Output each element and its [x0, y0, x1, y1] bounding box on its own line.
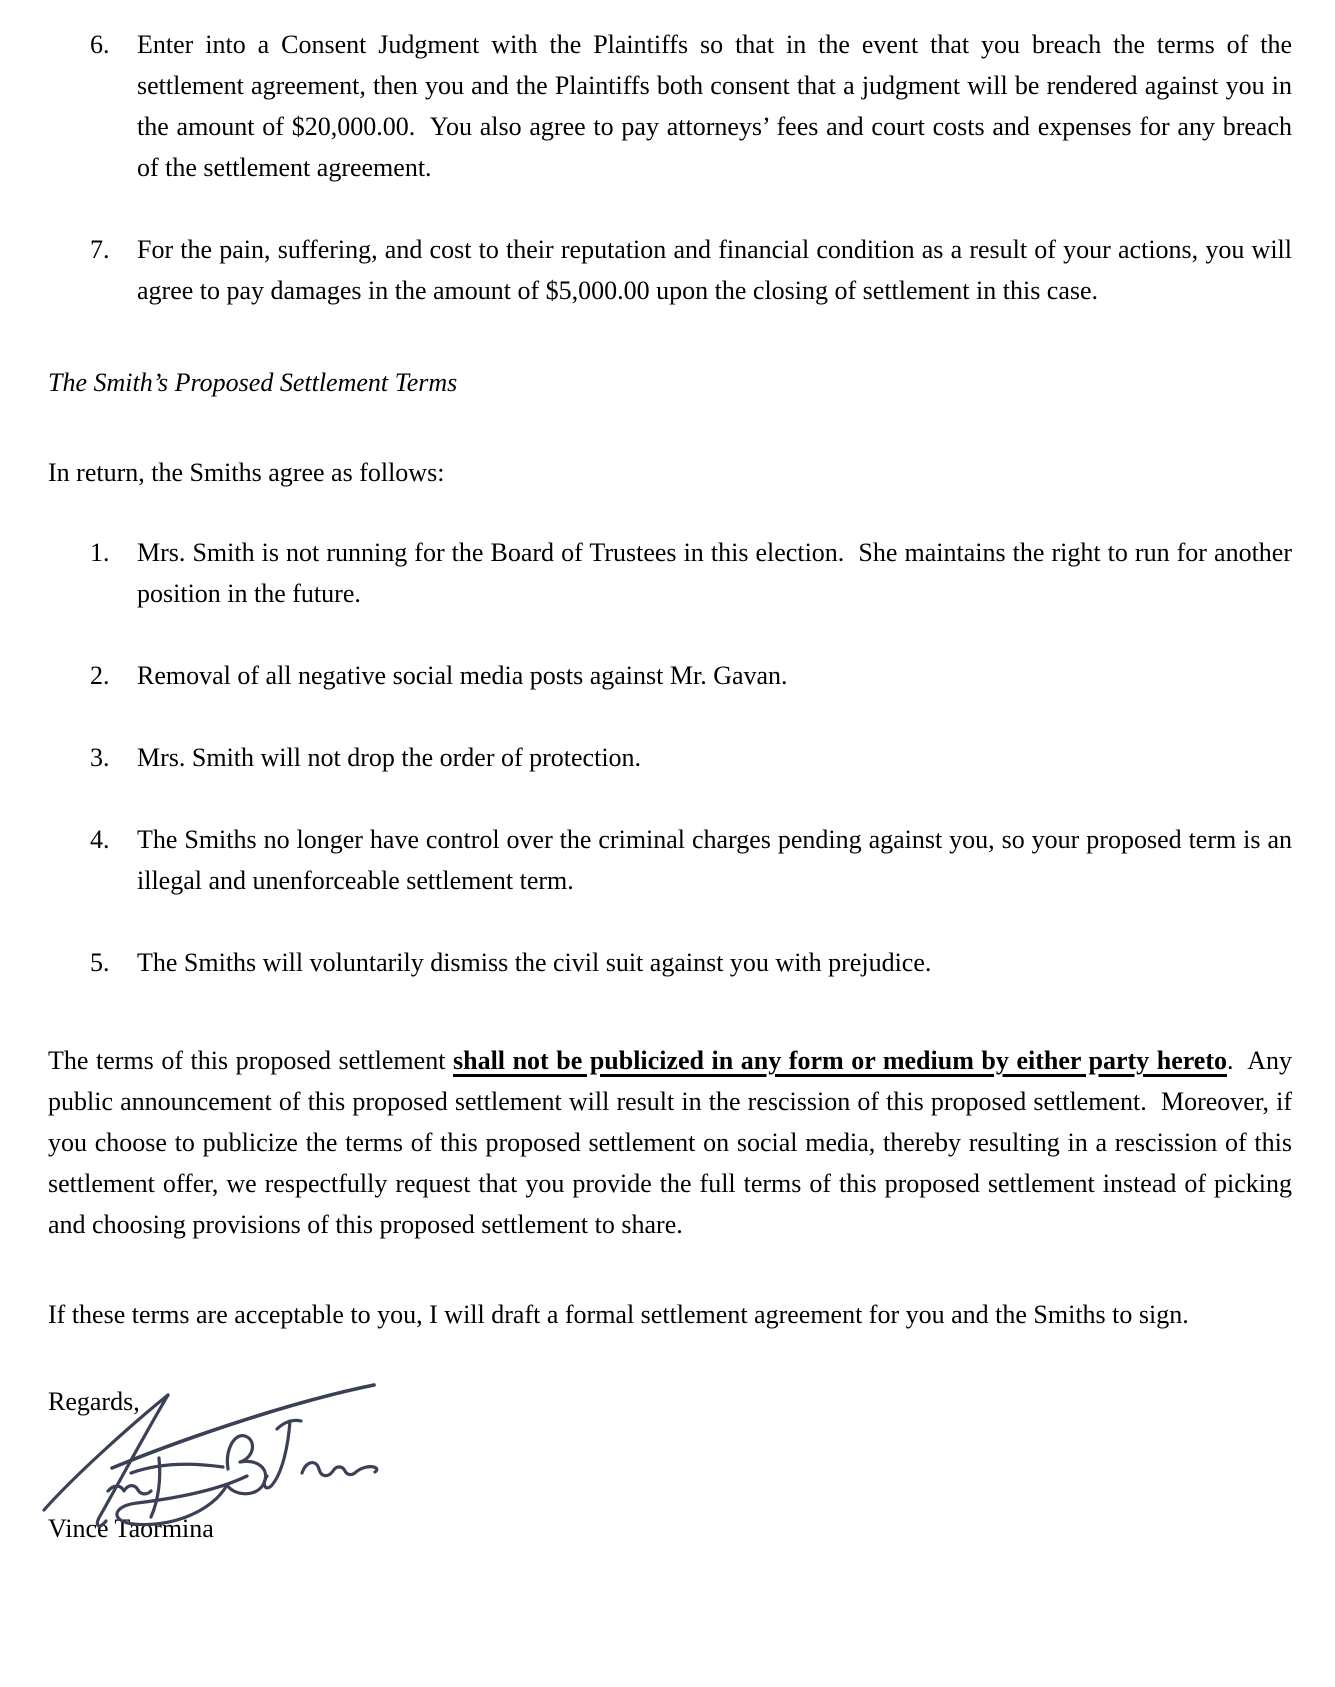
list-item-6 [90, 24, 1299, 188]
intro-line: In return, the Smiths agree as follows: [48, 458, 445, 487]
confidentiality-emphasized-text: shall not be publicized in any form or medium by either party hereto [452, 1046, 1228, 1075]
list-item-number: 3. [90, 743, 110, 772]
closing-paragraph: If these terms are acceptable to you, I will draft a formal settlement agreement for you and the Smiths to sign. [48, 1300, 1189, 1329]
list-item-text: Mrs. Smith will not drop the order of protection. [137, 743, 642, 772]
list-item-text: The Smiths will voluntarily dismiss the civil suit against you with prejudice. [137, 948, 932, 977]
list-item-text: The Smiths no longer have control over the criminal charges pending against you, so your proposed term is an illegal and unenforceable settlement term. [137, 825, 1299, 895]
signature-name: Vince Taormina [48, 1514, 214, 1543]
confidentiality-text-before: The terms of this proposed settlement [48, 1046, 453, 1075]
list-item-4 [90, 819, 1299, 901]
list-item-5 [90, 942, 1292, 983]
list-item-1 [90, 532, 1299, 614]
list-item-number: 2. [90, 661, 110, 690]
list-item-2 [90, 655, 1292, 696]
sign-off: Regards, [48, 1387, 140, 1416]
list-item-text: Mrs. Smith is not running for the Board of Trustees in this election. She maintains the right to run for another position in the future. [137, 538, 1299, 608]
section-heading: The Smith’s Proposed Settlement Terms [48, 368, 458, 397]
list-item-text: Enter into a Consent Judgment with the Plaintiffs so that in the event that you breach the terms of the settlement agreement, then you and the Plaintiffs both consent that a judgment will be rendered against you in the amount of $20,000.00. You also agree to pay attorneys’ fees and court costs and expenses for any breach of the settlement agreement. [137, 30, 1299, 182]
confidentiality-paragraph [48, 1040, 1299, 1245]
list-item-number: 1. [90, 538, 110, 567]
list-item-3 [90, 737, 1292, 778]
signature-area [48, 1422, 1292, 1508]
list-item-text: Removal of all negative social media posts against Mr. Gavan. [137, 661, 788, 690]
list-item-7 [90, 229, 1299, 311]
list-item-text: For the pain, suffering, and cost to their reputation and financial condition as a result of your actions, you will agree to pay damages in the amount of $5,000.00 upon the closing of settlement in this case. [137, 235, 1299, 305]
list-item-number: 7. [90, 235, 110, 264]
list-item-number: 5. [90, 948, 110, 977]
list-item-number: 4. [90, 825, 110, 854]
list-item-number: 6. [90, 30, 110, 59]
confidentiality-text-after: . Any public announcement of this proposed settlement will result in the rescission of this proposed settlement. Moreover, if you choose to publicize the terms of this proposed settlement on social media, thereby resulting in a rescission of this settlement offer, we respectfully request that you provide the full terms of this proposed settlement instead of picking and choosing provisions of this proposed settlement to share. [48, 1046, 1299, 1239]
